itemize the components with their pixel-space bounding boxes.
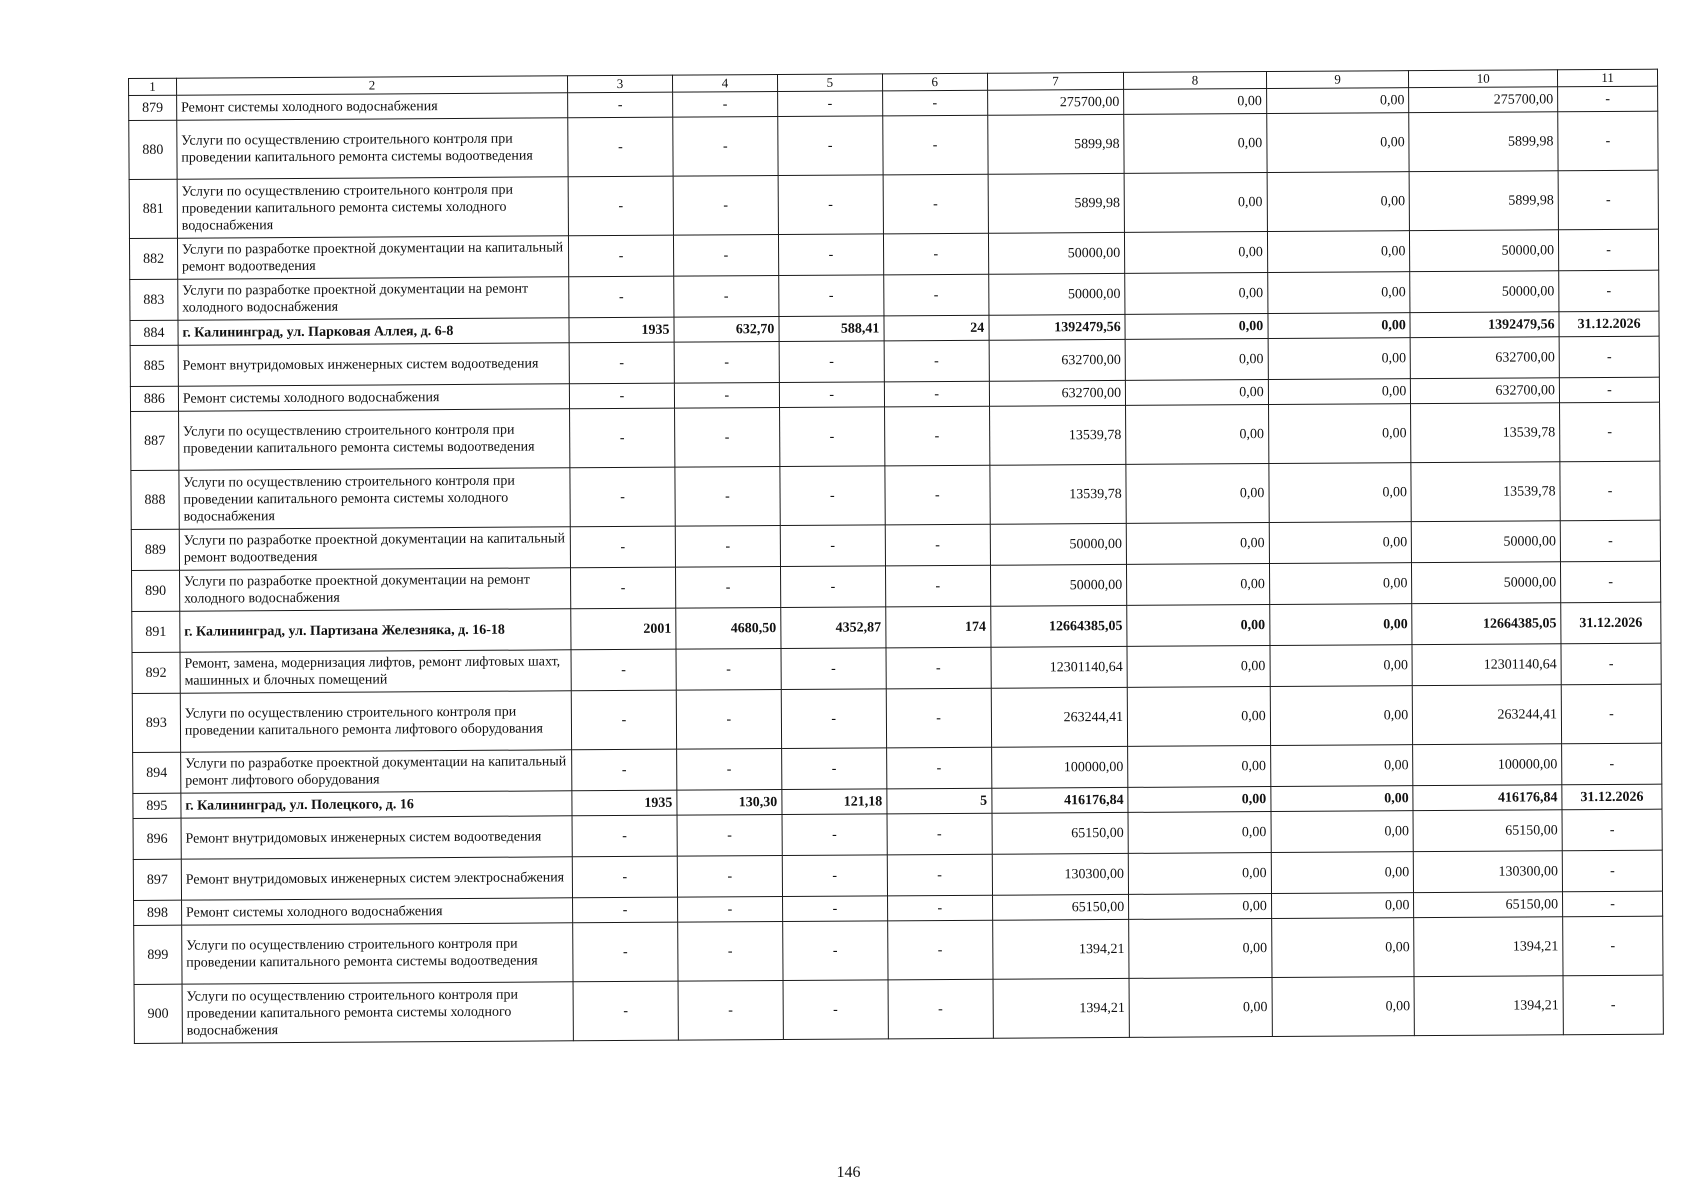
total-area-cell: - [673,176,778,236]
residents-cell: - [885,565,990,607]
cost-owners-cell: 1394,21 [1414,976,1563,1036]
deadline-cell: - [1562,850,1662,892]
cost-owners-cell: 50000,00 [1410,271,1559,313]
year-cell: 1935 [569,317,674,343]
year-cell: - [571,649,676,691]
row-number-cell: 882 [129,238,177,279]
deadline-cell: - [1558,170,1658,230]
cost-fund-cell: 0,00 [1126,380,1269,406]
deadline-cell: - [1560,402,1660,462]
page-number: 146 [836,1164,861,1181]
cost-fund-cell: 0,00 [1129,894,1272,920]
work-description-cell: Услуги по разработке проектной документации на капитальный ремонт лифтового оборудования [180,750,571,793]
cost-total-cell: 65150,00 [992,894,1129,920]
cost-owners-cell: 5899,98 [1409,112,1558,172]
cost-total-cell: 50000,00 [988,273,1125,315]
cost-total-cell: 1394,21 [993,978,1130,1038]
cost-total-cell: 13539,78 [989,405,1126,465]
deadline-cell: - [1561,643,1661,685]
cost-budget-cell: 0,00 [1271,918,1414,978]
cost-budget-cell: 0,00 [1269,604,1412,646]
cost-total-cell: 1392479,56 [989,314,1126,340]
residents-cell: - [884,340,989,382]
premises-area-cell: - [777,91,882,117]
column-header: 11 [1558,69,1658,87]
cost-owners-cell: 1394,21 [1414,917,1563,977]
work-description-cell: Услуги по осуществлению строительного контроля при проведении капитального ремонта системы водоотведения [182,923,574,984]
total-area-cell: - [674,408,779,468]
residents-cell: - [888,979,993,1039]
work-description-cell: Ремонт, замена, модернизация лифтов, ремонт лифтовых шахт, машинных и блочных помещений [180,650,571,693]
cost-total-cell: 12664385,05 [990,605,1127,647]
cost-fund-cell: 0,00 [1128,853,1271,895]
cost-budget-cell: 0,00 [1267,231,1410,273]
premises-area-cell: - [778,116,883,176]
work-description-cell: г. Калининград, ул. Партизана Железняка, д. 16-18 [180,609,571,652]
row-number-cell: 880 [129,120,177,179]
deadline-cell: - [1559,336,1659,378]
premises-area-cell: 4352,87 [781,607,886,649]
column-header: 4 [672,75,777,93]
repair-schedule-table [128,69,1664,1044]
residents-cell: - [886,647,991,689]
cost-total-cell: 5899,98 [988,173,1125,233]
cost-owners-cell: 65150,00 [1413,810,1562,852]
total-area-cell: - [676,690,781,750]
premises-area-cell: - [782,896,887,922]
row-number-cell: 897 [133,859,181,900]
cost-total-cell: 5899,98 [987,114,1124,174]
premises-area-cell: 121,18 [782,789,887,815]
total-area-cell: - [675,567,780,609]
cost-total-cell: 130300,00 [992,853,1129,895]
deadline-cell: - [1558,86,1658,112]
work-description-cell: Услуги по разработке проектной документации на ремонт холодного водоснабжения [179,568,570,611]
total-area-cell: - [674,342,779,384]
cost-budget-cell: 0,00 [1270,686,1413,746]
document-sheet [128,69,1664,1044]
work-description-cell: Ремонт системы холодного водоснабжения [181,898,572,925]
year-cell: - [573,897,678,923]
year-cell: - [570,467,675,527]
cost-budget-cell: 0,00 [1269,522,1412,564]
cost-budget-cell: 0,00 [1271,811,1414,853]
premises-area-cell: - [781,748,886,790]
work-description-cell: Ремонт внутридомовых инженерных систем водоотведения [181,816,572,859]
cost-total-cell: 632700,00 [989,339,1126,381]
cost-total-cell: 632700,00 [989,380,1126,406]
premises-area-cell: - [780,525,885,567]
work-description-cell: Услуги по разработке проектной документации на капитальный ремонт водоотведения [179,527,570,570]
deadline-cell: - [1563,975,1663,1035]
row-number-cell: 884 [130,320,178,345]
cost-fund-cell: 0,00 [1126,405,1269,465]
work-description-cell: г. Калининград, ул. Полецкого, д. 16 [181,791,572,818]
row-number-cell: 886 [130,386,178,411]
premises-area-cell: - [783,980,888,1040]
cost-total-cell: 13539,78 [990,464,1127,524]
cost-owners-cell: 275700,00 [1409,87,1558,113]
deadline-cell: - [1560,520,1660,562]
cost-budget-cell: 0,00 [1272,977,1415,1037]
total-area-cell: - [676,649,781,691]
premises-area-cell: - [781,648,886,690]
cost-fund-cell: 0,00 [1127,687,1270,747]
cost-budget-cell: 0,00 [1268,338,1411,380]
year-cell: - [568,117,673,177]
cost-owners-cell: 263244,41 [1413,685,1562,745]
deadline-cell: - [1562,743,1662,785]
residents-cell: - [885,524,990,566]
deadline-cell: - [1559,270,1659,312]
cost-budget-cell: 0,00 [1270,645,1413,687]
year-cell: 2001 [571,608,676,650]
premises-area-cell: - [780,566,885,608]
work-description-cell: Услуги по осуществлению строительного контроля при проведении капитального ремонта системы холодного водоснабжения [179,468,571,529]
total-area-cell: - [675,467,780,527]
column-header: 1 [129,78,177,95]
column-header: 3 [568,75,673,93]
residents-cell: - [883,174,988,234]
table-row [134,916,1663,984]
deadline-cell: - [1559,377,1659,403]
row-number-cell: 888 [131,470,179,529]
row-number-cell: 893 [132,693,180,752]
deadline-cell: 31.12.2026 [1559,311,1659,337]
deadline-cell: 31.12.2026 [1561,602,1661,644]
total-area-cell: - [677,897,782,923]
cost-budget-cell: 0,00 [1271,786,1414,812]
cost-total-cell: 416176,84 [992,787,1129,813]
cost-fund-cell: 0,00 [1126,523,1269,565]
cost-fund-cell: 0,00 [1126,464,1269,524]
total-area-cell: 632,70 [674,317,779,343]
table-row [129,111,1658,179]
row-number-cell: 891 [132,611,180,652]
total-area-cell: - [677,749,782,791]
deadline-cell: - [1561,561,1661,603]
premises-area-cell: 588,41 [779,316,884,342]
residents-cell: - [882,90,987,116]
cost-total-cell: 263244,41 [991,687,1128,747]
cost-budget-cell: 0,00 [1267,272,1410,314]
table-body [129,69,1664,1043]
year-cell: - [573,922,678,982]
cost-total-cell: 275700,00 [987,89,1124,115]
year-cell: - [568,176,673,236]
deadline-cell: 31.12.2026 [1562,784,1662,810]
premises-area-cell: - [781,689,886,749]
cost-total-cell: 100000,00 [991,746,1128,788]
cost-owners-cell: 50000,00 [1410,230,1559,272]
total-area-cell: 4680,50 [676,608,781,650]
cost-owners-cell: 130300,00 [1414,851,1563,893]
residents-cell: - [887,920,992,980]
residents-cell: - [887,895,992,921]
work-description-cell: Услуги по разработке проектной документации на капитальный ремонт водоотведения [177,236,568,279]
deadline-cell: - [1559,229,1659,271]
premises-area-cell: - [779,382,884,408]
table-row [132,684,1661,752]
deadline-cell: - [1561,684,1661,744]
row-number-cell: 887 [131,411,179,470]
deadline-cell: - [1558,111,1658,171]
table-row [131,461,1660,529]
cost-fund-cell: 0,00 [1125,314,1268,340]
premises-area-cell: - [779,407,884,467]
row-number-cell: 898 [134,900,182,925]
row-number-cell: 892 [132,652,180,693]
table-row [134,975,1663,1043]
year-cell: - [571,690,676,750]
row-number-cell: 879 [129,95,177,120]
work-description-cell: г. Калининград, ул. Парковая Аллея, д. 6-8 [178,318,569,345]
cost-owners-cell: 50000,00 [1412,521,1561,563]
cost-fund-cell: 0,00 [1129,919,1272,979]
cost-fund-cell: 0,00 [1127,605,1270,647]
cost-owners-cell: 632700,00 [1410,337,1559,379]
total-area-cell: - [677,815,782,857]
premises-area-cell: - [779,341,884,383]
total-area-cell: - [673,235,778,277]
residents-cell: - [887,854,992,896]
cost-owners-cell: 13539,78 [1411,403,1560,463]
total-area-cell: - [673,117,778,177]
column-header: 2 [176,76,567,95]
cost-budget-cell: 0,00 [1271,893,1414,919]
residents-cell: 5 [887,788,992,814]
row-number-cell: 899 [134,925,182,984]
total-area-cell: - [678,981,783,1041]
cost-budget-cell: 0,00 [1269,463,1412,523]
work-description-cell: Ремонт внутридомовых инженерных систем водоотведения [178,343,569,386]
year-cell: - [572,856,677,898]
residents-cell: 174 [885,606,990,648]
column-header: 10 [1409,70,1558,88]
residents-cell: - [885,465,990,525]
premises-area-cell: - [780,466,885,526]
row-number-cell: 881 [129,179,177,238]
cost-owners-cell: 5899,98 [1409,171,1558,231]
residents-cell: 24 [884,315,989,341]
cost-budget-cell: 0,00 [1266,113,1409,173]
year-cell: - [568,92,673,118]
cost-fund-cell: 0,00 [1125,273,1268,315]
cost-fund-cell: 0,00 [1124,173,1267,233]
cost-owners-cell: 65150,00 [1414,892,1563,918]
column-header: 9 [1266,71,1409,89]
cost-owners-cell: 13539,78 [1411,462,1560,522]
cost-budget-cell: 0,00 [1268,404,1411,464]
cost-owners-cell: 416176,84 [1413,785,1562,811]
cost-budget-cell: 0,00 [1269,563,1412,605]
row-number-cell: 890 [132,570,180,611]
cost-fund-cell: 0,00 [1129,978,1272,1038]
residents-cell: - [882,115,987,175]
total-area-cell: - [675,526,780,568]
row-number-cell: 889 [131,529,179,570]
total-area-cell: - [674,276,779,318]
cost-budget-cell: 0,00 [1268,313,1411,339]
residents-cell: - [886,688,991,748]
deadline-cell: - [1563,916,1663,976]
year-cell: - [572,815,677,857]
work-description-cell: Услуги по осуществлению строительного контроля при проведении капитального ремонта системы водоотведения [178,409,570,470]
cost-fund-cell: 0,00 [1125,232,1268,274]
deadline-cell: - [1560,461,1660,521]
cost-fund-cell: 0,00 [1128,746,1271,788]
residents-cell: - [883,274,988,316]
cost-budget-cell: 0,00 [1268,379,1411,405]
row-number-cell: 900 [134,984,182,1043]
year-cell: 1935 [572,790,677,816]
work-description-cell: Услуги по осуществлению строительного контроля при проведении капитального ремонта системы холодного водоснабжения [182,982,574,1043]
cost-owners-cell: 12301140,64 [1412,644,1561,686]
residents-cell: - [884,406,989,466]
row-number-cell: 883 [130,279,178,320]
work-description-cell: Ремонт системы холодного водоснабжения [176,93,567,120]
work-description-cell: Ремонт внутридомовых инженерных систем электроснабжения [181,857,572,900]
column-header: 5 [777,74,882,92]
cost-fund-cell: 0,00 [1128,812,1271,854]
cost-owners-cell: 100000,00 [1413,744,1562,786]
cost-fund-cell: 0,00 [1124,114,1267,174]
cost-fund-cell: 0,00 [1127,564,1270,606]
cost-total-cell: 50000,00 [990,564,1127,606]
year-cell: - [571,567,676,609]
total-area-cell: 130,30 [677,790,782,816]
cost-fund-cell: 0,00 [1127,646,1270,688]
cost-owners-cell: 12664385,05 [1412,603,1561,645]
year-cell: - [573,981,678,1041]
premises-area-cell: - [782,855,887,897]
cost-total-cell: 12301140,64 [991,646,1128,688]
year-cell: - [569,383,674,409]
column-header: 6 [882,73,987,91]
year-cell: - [572,749,677,791]
work-description-cell: Услуги по осуществлению строительного контроля при проведении капитального ремонта лифтового оборудования [180,691,572,752]
work-description-cell: Услуги по разработке проектной документации на ремонт холодного водоснабжения [178,277,569,320]
year-cell: - [570,526,675,568]
premises-area-cell: - [778,234,883,276]
residents-cell: - [886,747,991,789]
cost-fund-cell: 0,00 [1124,89,1267,115]
deadline-cell: - [1562,809,1662,851]
residents-cell: - [883,233,988,275]
cost-budget-cell: 0,00 [1267,172,1410,232]
year-cell: - [570,408,675,468]
total-area-cell: - [673,92,778,118]
premises-area-cell: - [783,921,888,981]
cost-budget-cell: 0,00 [1271,852,1414,894]
cost-total-cell: 65150,00 [992,812,1129,854]
row-number-cell: 896 [133,818,181,859]
cost-owners-cell: 632700,00 [1411,378,1560,404]
work-description-cell: Услуги по осуществлению строительного контроля при проведении капитального ремонта системы водоотведения [177,118,569,179]
year-cell: - [569,235,674,277]
premises-area-cell: - [779,275,884,317]
residents-cell: - [884,381,989,407]
cost-total-cell: 50000,00 [990,523,1127,565]
residents-cell: - [887,813,992,855]
row-number-cell: 895 [133,793,181,818]
cost-total-cell: 50000,00 [988,232,1125,274]
row-number-cell: 885 [130,345,178,386]
work-description-cell: Ремонт системы холодного водоснабжения [178,384,569,411]
cost-budget-cell: 0,00 [1266,88,1409,114]
year-cell: - [569,276,674,318]
cost-owners-cell: 50000,00 [1412,562,1561,604]
row-number-cell: 894 [133,752,181,793]
table-row [131,402,1660,470]
total-area-cell: - [678,922,783,982]
deadline-cell: - [1563,891,1663,917]
cost-owners-cell: 1392479,56 [1410,312,1559,338]
column-header: 8 [1124,72,1267,90]
total-area-cell: - [677,856,782,898]
premises-area-cell: - [782,814,887,856]
column-header: 7 [987,72,1124,90]
table-row [129,170,1658,238]
total-area-cell: - [674,383,779,409]
cost-fund-cell: 0,00 [1128,787,1271,813]
premises-area-cell: - [778,175,883,235]
year-cell: - [569,342,674,384]
work-description-cell: Услуги по осуществлению строительного контроля при проведении капитального ремонта системы холодного водоснабжения [177,177,569,238]
cost-budget-cell: 0,00 [1270,745,1413,787]
cost-fund-cell: 0,00 [1125,339,1268,381]
cost-total-cell: 1394,21 [992,919,1129,979]
